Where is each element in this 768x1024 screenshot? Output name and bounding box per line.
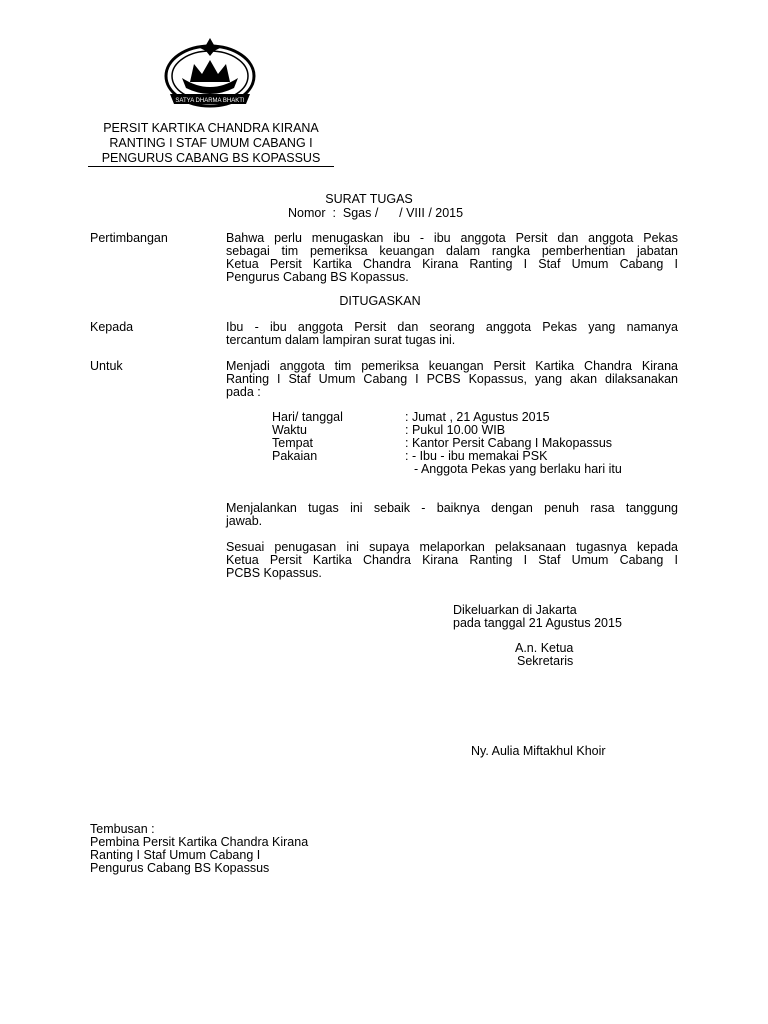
untuk-line-3: pada : [226,385,261,399]
detail-label-tempat: Tempat [272,436,313,450]
detail-value-waktu: : Pukul 10.00 WIB [405,423,506,437]
logo-banner-text: SATYA DHARMA BHAKTI [175,98,245,104]
tembusan-line-2: Ranting I Staf Umum Cabang I [90,848,261,862]
letterhead-line-3: PENGURUS CABANG BS KOPASSUS [101,151,321,165]
detail-value-hari: : Jumat , 21 Agustus 2015 [405,410,550,424]
closing2-line-1: Sesuai penugasan ini supaya melaporkan pelaksanaan tugasnya kepada [226,540,678,554]
kepada-line-2: tercantum dalam lampiran surat tugas ini. [226,333,456,347]
document-title: SURAT TUGAS [325,192,413,206]
kepada-label: Kepada [90,320,134,334]
ditugaskan-heading: DITUGASKAN [339,294,421,308]
pertimbangan-line-1: Bahwa perlu menugaskan ibu - ibu anggota Persit dan anggota Pekas [226,231,678,245]
pertimbangan-line-2: sebagai tim pemeriksa keuangan dalam rangka pemberhentian jabatan [226,244,678,258]
signature-name: Ny. Aulia Miftakhul Khoir [471,744,606,758]
tembusan-line-1: Pembina Persit Kartika Chandra Kirana [90,835,309,849]
signature-an: A.n. Ketua [515,641,574,655]
detail-label-hari: Hari/ tanggal [272,410,343,424]
signature-date: pada tanggal 21 Agustus 2015 [453,616,622,630]
closing1-line-1: Menjalankan tugas ini sebaik - baiknya dengan penuh rasa tanggung [226,501,678,515]
untuk-label: Untuk [90,359,123,373]
persit-emblem-logo [160,38,260,118]
detail-value-pakaian-extra: - Anggota Pekas yang berlaku hari itu [414,462,622,476]
document-number: Nomor : Sgas / / VIII / 2015 [288,206,464,220]
letterhead-underline [88,166,334,167]
pertimbangan-label: Pertimbangan [90,231,168,245]
kepada-line-1: Ibu - ibu anggota Persit dan seorang anggota Pekas yang namanya [226,320,678,334]
tembusan-line-3: Pengurus Cabang BS Kopassus [90,861,270,875]
closing1-line-2: jawab. [226,514,263,528]
signature-role: Sekretaris [517,654,574,668]
pertimbangan-line-4: Pengurus Cabang BS Kopassus. [226,270,409,284]
letterhead-line-1: PERSIT KARTIKA CHANDRA KIRANA [103,121,319,135]
letterhead-line-2: RANTING I STAF UMUM CABANG I [109,136,313,150]
detail-label-pakaian: Pakaian [272,449,318,463]
closing2-line-3: PCBS Kopassus. [226,566,322,580]
signature-place: Dikeluarkan di Jakarta [453,603,577,617]
pertimbangan-line-3: Ketua Persit Kartika Chandra Kirana Ranting I Staf Umum Cabang I [226,257,678,271]
untuk-line-1: Menjadi anggota tim pemeriksa keuangan Persit Kartika Chandra Kirana [226,359,678,373]
detail-label-waktu: Waktu [272,423,307,437]
untuk-line-2: Ranting I Staf Umum Cabang I PCBS Kopassus, yang akan dilaksanakan [226,372,678,386]
closing2-line-2: Ketua Persit Kartika Chandra Kirana Ranting I Staf Umum Cabang I [226,553,678,567]
detail-value-tempat: : Kantor Persit Cabang I Makopassus [405,436,613,450]
tembusan-label: Tembusan : [90,822,155,836]
detail-value-pakaian: : - Ibu - ibu memakai PSK [405,449,548,463]
